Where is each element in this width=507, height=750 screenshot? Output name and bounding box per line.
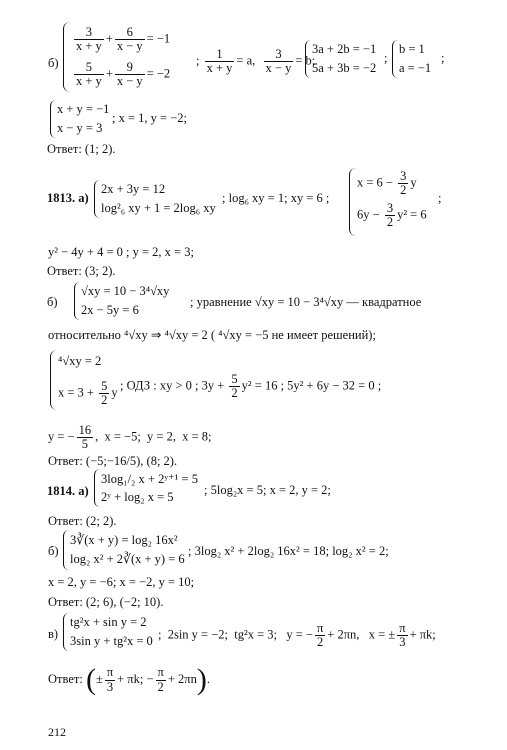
equation-row: x − y = 3 [57, 121, 103, 135]
problem-1814-label: 1814. а) [47, 484, 89, 498]
answer: Ответ: (± $\frac{\pi}{3}$ + πk; − $\frac{\pi}{2}$ + 2πn). [48, 663, 210, 696]
roots: x = 2, y = −6; x = −2, y = 10; [48, 575, 195, 589]
separator: ; [441, 51, 445, 65]
system-brace [94, 180, 100, 218]
equation-row: 2x + 3y = 12 [101, 182, 166, 196]
equation-row: 3∛(x + y) = log₂ 16x² [70, 533, 178, 547]
separator: ; [438, 191, 442, 205]
system-brace [50, 100, 56, 138]
equation-row: a = −1 [399, 61, 432, 75]
system-brace [392, 40, 398, 78]
system-brace [349, 168, 356, 236]
part-v-label: в) [48, 627, 59, 641]
intermediate-step: ; 2sin y = −2; tg²x = 3; y = − $\frac{\pi}{2}$ + 2πn, x = ± $\frac{\pi}{3}$ + πk; [158, 621, 436, 650]
system-brace [50, 350, 57, 410]
answer: Ответ: (−5;−16/5), (8; 2). [48, 454, 178, 468]
equation-row: x + y = −1 [57, 102, 110, 116]
part-b-label: б) [47, 295, 58, 309]
equation-row: $\frac{3}{x + y}$ + $\frac{6}{x - y}$ = −1 [76, 25, 171, 54]
answer: Ответ: (2; 2). [48, 514, 117, 528]
domain-step: ; ОДЗ : xy > 0 ; 3y + $\frac{5}{2}$ y² = 16 ; 5y² + 6y − 32 = 0 ; [120, 372, 382, 401]
equation-row: 3sin y + tg²x = 0 [70, 634, 153, 648]
explanation: ; уравнение √xy = 10 − 3⁴√xy — квадратное [190, 295, 422, 309]
intermediate-step: ; 5log₂x = 5; x = 2, y = 2; [204, 483, 331, 497]
part-b-label: б) [48, 56, 59, 70]
substitution: ; $\frac{1}{x + y}$ = a, $\frac{3}{x - y}$ = b; [196, 47, 316, 76]
equation-row: √xy = 10 − 3⁴√xy [81, 284, 170, 298]
system-brace [63, 530, 69, 570]
equation-row: b = 1 [399, 42, 425, 56]
part-b-label: б) [48, 544, 59, 558]
system-brace [305, 40, 311, 78]
separator: ; [384, 51, 388, 65]
intermediate-step: ; log₆ xy = 1; xy = 6 ; [222, 191, 330, 205]
system-brace [74, 282, 80, 320]
equation-row: x = 3 + $\frac{5}{2}$ y [58, 379, 118, 408]
roots: y = − $\frac{16}{5}$ , x = −5; y = 2, x = 8; [48, 423, 212, 452]
answer: Ответ: (3; 2). [47, 264, 116, 278]
equation-row: log₂ x² + 2∛(x + y) = 6 [70, 552, 185, 566]
answer: Ответ: (2; 6), (−2; 10). [48, 595, 164, 609]
explanation-line: относительно ⁴√xy ⇒ ⁴√xy = 2 ( ⁴√xy = −5 не имеет решений); [48, 328, 376, 342]
system-brace [94, 469, 100, 507]
equation-row: 5a + 3b = −2 [312, 61, 377, 75]
equation-row: ⁴√xy = 2 [58, 354, 102, 368]
equation-row: tg²x + sin y = 2 [70, 615, 147, 629]
equation-row: $\frac{5}{x + y}$ + $\frac{9}{x - y}$ = −2 [76, 60, 171, 89]
answer: Ответ: (1; 2). [47, 142, 116, 156]
equation-row: 3log₁/₂ x + 2ʸ⁺¹ = 5 [101, 472, 198, 486]
quadratic-step: y² − 4y + 4 = 0 ; y = 2, x = 3; [48, 245, 194, 259]
equation-row: x = 6 − $\frac{3}{2}$ y [357, 169, 417, 198]
equation-row: 2ʸ + log₂ x = 5 [101, 490, 174, 504]
equation-row: 6y − $\frac{3}{2}$ y² = 6 [357, 201, 427, 230]
problem-1813-label: 1813. а) [47, 191, 89, 205]
equation-row: log²₆ xy + 1 = 2log₆ xy [101, 201, 216, 215]
system-brace [63, 22, 70, 92]
equation-row: 2x − 5y = 6 [81, 303, 139, 317]
equation-row: 3a + 2b = −1 [312, 42, 377, 56]
system-brace [63, 613, 69, 651]
answer-label: Ответ: [48, 671, 83, 686]
intermediate-step: ; 3log₂ x² + 2log₂ 16x² = 18; log₂ x² = 2; [188, 544, 389, 558]
page-number: 212 [48, 725, 66, 739]
result: ; x = 1, y = −2; [112, 111, 187, 125]
